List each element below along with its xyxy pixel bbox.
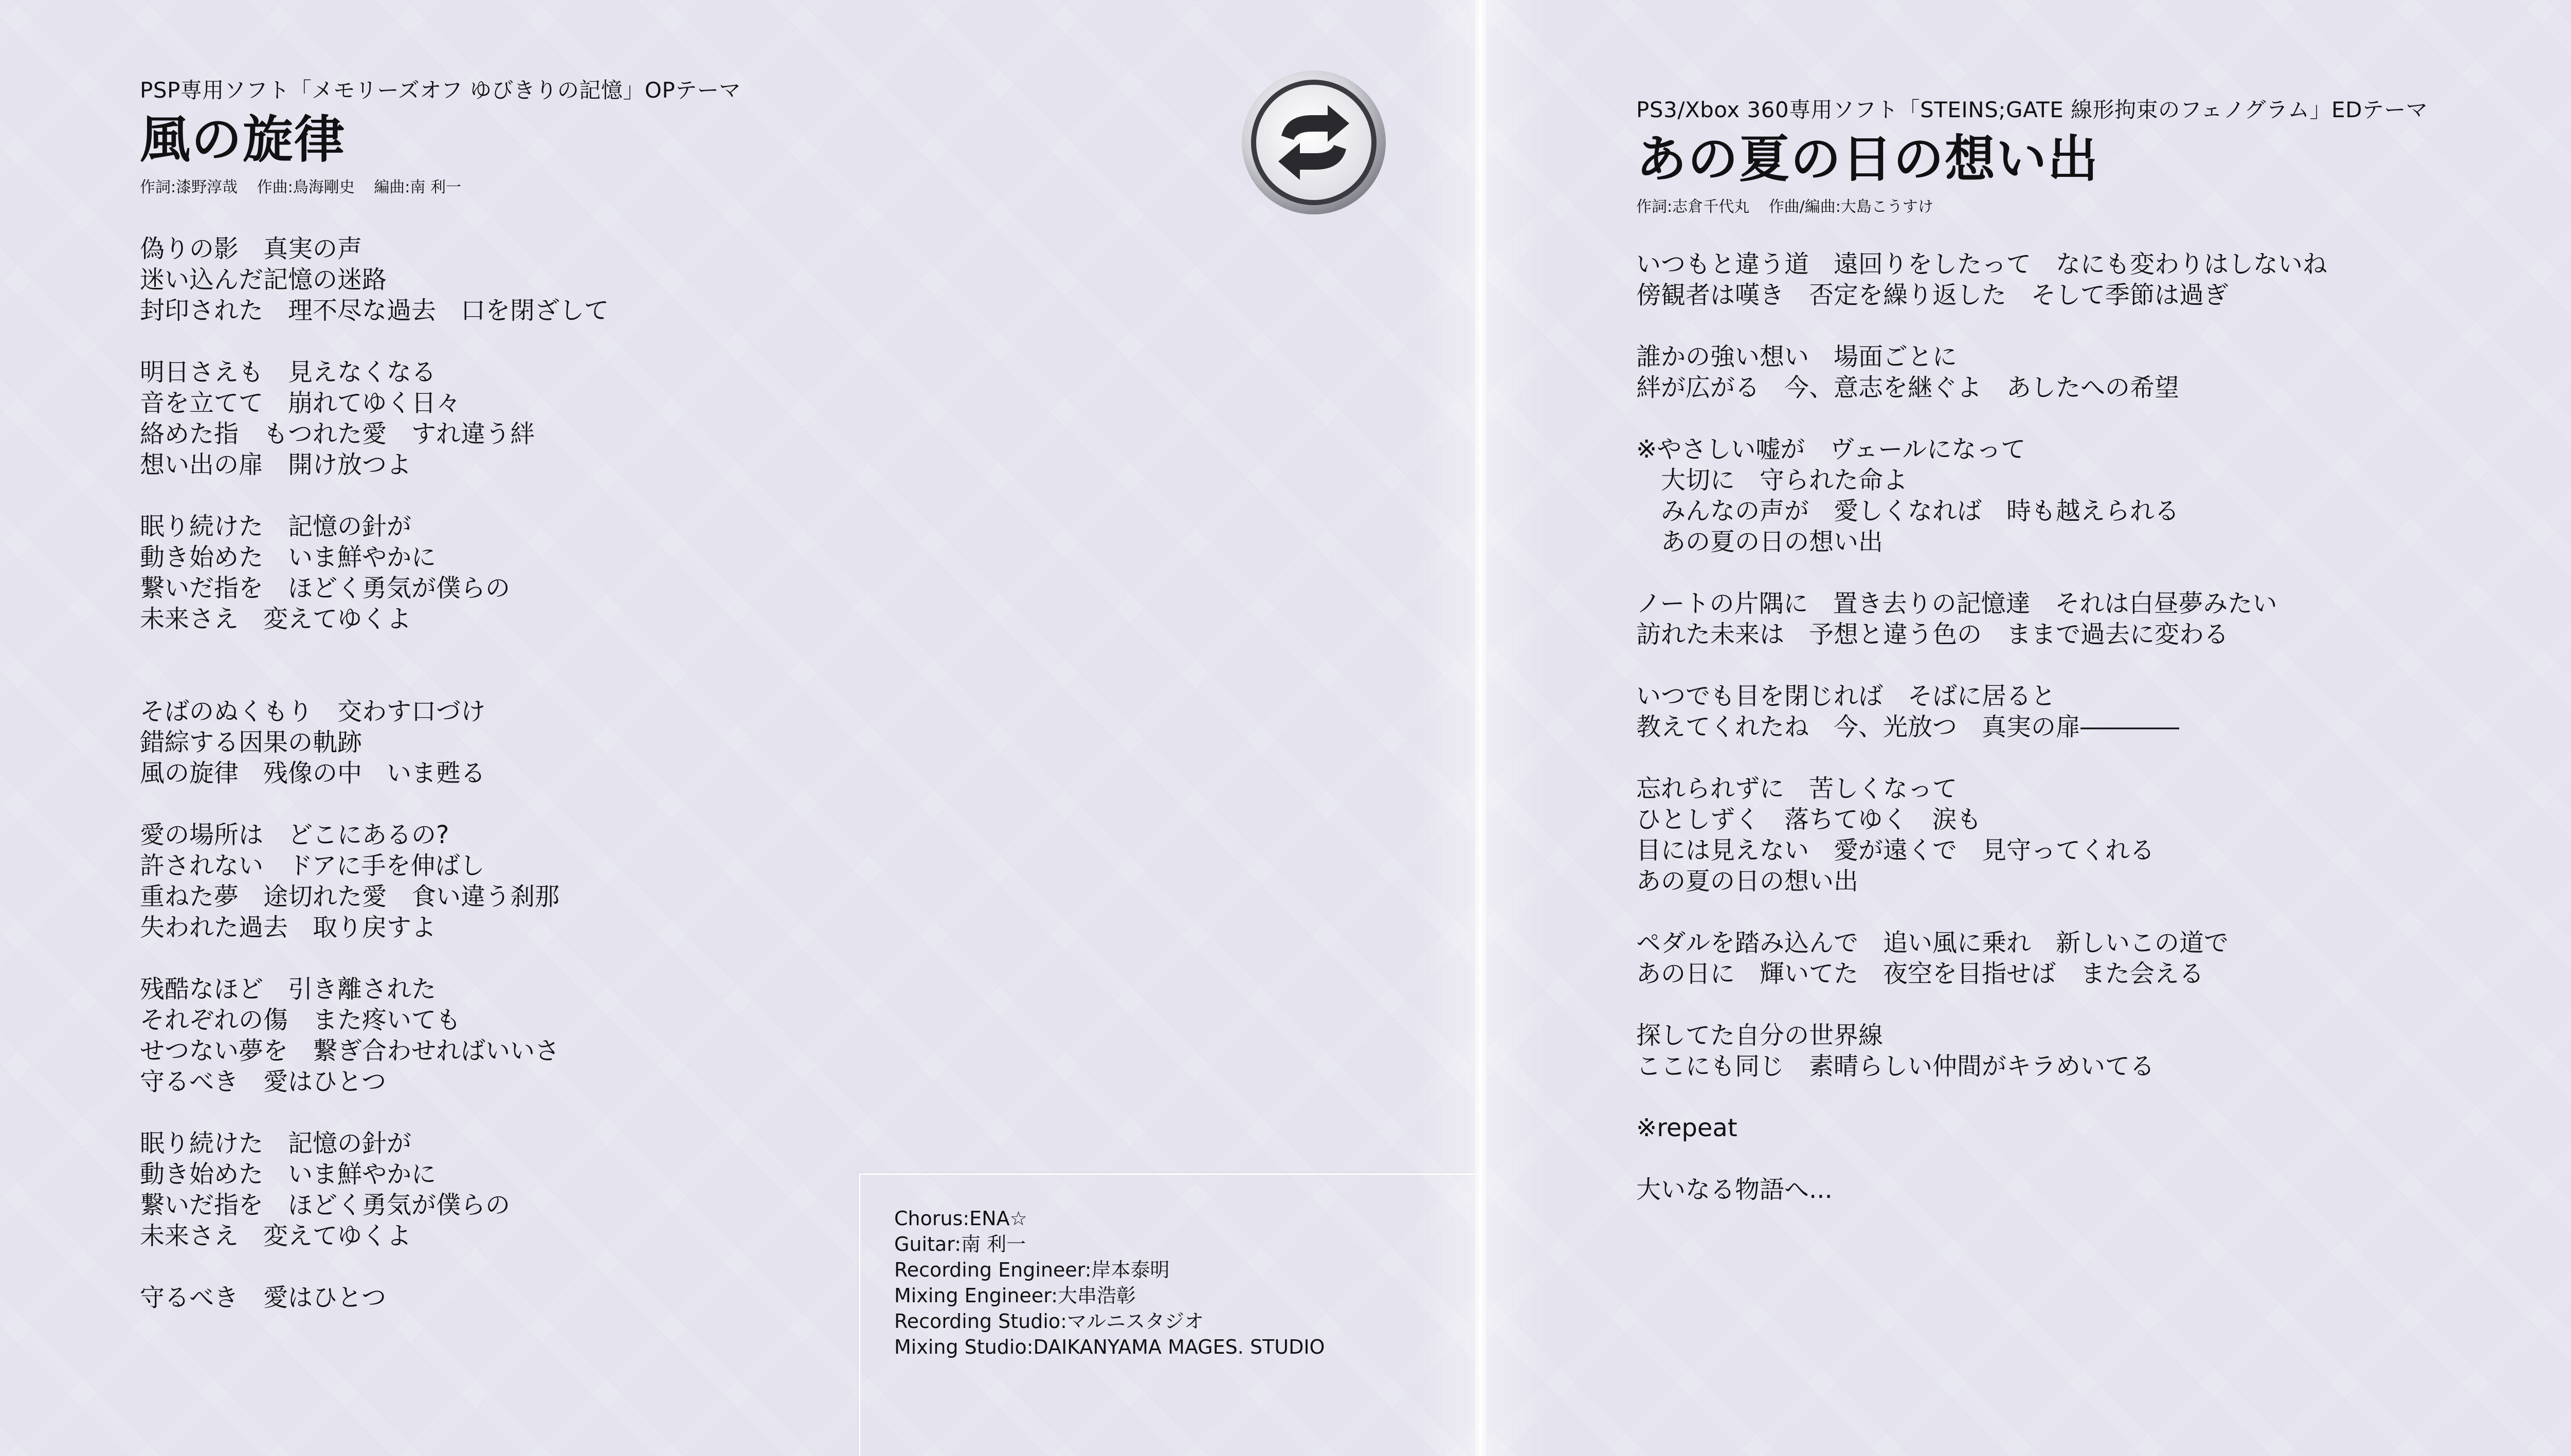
lyrics-line: 音を立てて 崩れてゆく日々: [140, 389, 461, 417]
lyrics-line: 守るべき 愛はひとつ: [140, 1067, 387, 1096]
right-lyrics: [1636, 249, 2327, 1236]
lyrics-stanza: [1636, 341, 2327, 403]
lyrics-line: 封印された 理不尽な過去 口を閉ざして: [140, 296, 609, 325]
lyrics-stanza: [1636, 1113, 2327, 1143]
swap-arrows-icon: [1239, 68, 1388, 217]
lyrics-line: 明日さえも 見えなくなる: [140, 358, 437, 387]
credit-line: Recording Engineer:岸本泰明: [894, 1259, 1170, 1281]
left-lyrics: [140, 233, 609, 1344]
lyrics-stanza: [140, 511, 609, 634]
lyrics-line: 偽りの影 真実の声: [140, 234, 363, 263]
right-song-header: [1636, 97, 2428, 217]
lyrics-line: 動き始めた いま鮮やかに: [140, 1160, 437, 1189]
lyrics-line: 大切に 守られた命よ: [1636, 466, 1908, 495]
lyrics-line: 許されない ドアに手を伸ばし: [140, 851, 485, 880]
lyrics-line: 誰かの強い想い 場面ごとに: [1636, 342, 1958, 371]
left-subtitle: PSP専用ソフト「メモリーズオフ ゆびきりの記憶」OPテーマ: [140, 78, 741, 103]
lyrics-line: そばのぬくもり 交わす口づけ: [140, 697, 486, 726]
right-credits: [1636, 197, 2428, 217]
lyrics-line: 未来さえ 変えてゆくよ: [140, 605, 412, 633]
right-lyricist: 作詞:志倉千代丸: [1636, 198, 1750, 216]
lyrics-line: せつない夢を 繋ぎ合わせればいいさ: [140, 1036, 560, 1065]
left-composer: 作曲:鳥海剛史: [257, 178, 355, 196]
lyrics-line: 忘れられずに 苦しくなって: [1636, 774, 1958, 803]
left-song-header: [140, 77, 741, 197]
lyrics-line: みんなの声が 愛しくなれば 時も越えられる: [1636, 497, 2180, 525]
lyrics-stanza: [140, 1282, 609, 1313]
lyrics-stanza: [140, 233, 609, 326]
lyrics-line: 動き始めた いま鮮やかに: [140, 543, 437, 572]
lyrics-stanza: [140, 820, 609, 943]
lyrics-line: 迷い込んだ記憶の迷路: [140, 265, 387, 294]
left-lyricist: 作詞:漆野淳哉: [140, 178, 238, 196]
lyrics-line: ※やさしい嘘が ヴェールになって: [1636, 435, 2026, 464]
lyrics-line: 訪れた未来は 予想と違う色の ままで過去に変わる: [1636, 620, 2229, 649]
lyrics-line: 探してた自分の世界線: [1636, 1021, 1884, 1050]
lyrics-line: 絡めた指 もつれた愛 すれ違う絆: [140, 420, 535, 448]
lyrics-line: 守るべき 愛はひとつ: [140, 1283, 387, 1312]
credit-line: Recording Studio:マルニスタジオ: [894, 1310, 1204, 1333]
lyrics-stanza: [1636, 1174, 2327, 1205]
lyrics-stanza: [1636, 773, 2327, 897]
lyrics-line: 眠り続けた 記憶の針が: [140, 512, 412, 541]
lyrics-stanza: [1636, 927, 2327, 989]
lyrics-line: 大いなる物語へ...: [1636, 1175, 1833, 1204]
lyrics-stanza: [1636, 588, 2327, 650]
left-arranger: 編曲:南 利一: [374, 178, 461, 196]
lyrics-line: 目には見えない 愛が遠くで 見守ってくれる: [1636, 836, 2155, 865]
lyrics-line: ここにも同じ 素晴らしい仲間がキラめいてる: [1636, 1052, 2155, 1081]
lyrics-stanza: [1636, 434, 2327, 557]
left-credit-box: [859, 1173, 1475, 1456]
right-page: [1487, 0, 2571, 1456]
lyrics-line: 繋いだ指を ほどく勇気が僕らの: [140, 1191, 511, 1220]
lyrics-stanza: [140, 1128, 609, 1251]
lyrics-line: 想い出の扉 開け放つよ: [140, 450, 412, 479]
left-song-title: 風の旋律: [140, 111, 346, 169]
lyrics-stanza: [1636, 1020, 2327, 1082]
right-song-title: あの夏の日の想い出: [1636, 130, 2099, 189]
lyrics-line: 絆が広がる 今、意志を継ぐよ あしたへの希望: [1636, 373, 2180, 402]
lyrics-stanza: [140, 696, 609, 789]
lyrics-line: 未来さえ 変えてゆくよ: [140, 1222, 412, 1250]
lyrics-line: ノートの片隅に 置き去りの記憶達 それは白昼夢みたい: [1636, 589, 2277, 618]
credit-line: Mixing Studio:DAIKANYAMA MAGES. STUDIO: [894, 1336, 1325, 1358]
lyrics-stanza: [140, 357, 609, 480]
book-gutter: [1475, 0, 1487, 1456]
lyrics-line: 風の旋律 残像の中 いま甦る: [140, 759, 486, 788]
lyrics-line: 残酷なほど 引き離された: [140, 975, 437, 1004]
lyrics-line: ひとしずく 落ちてゆく 涙も: [1636, 805, 1982, 834]
lyrics-line: いつでも目を閉じれば そばに居ると: [1636, 682, 2056, 711]
lyrics-line: 重ねた夢 途切れた愛 食い違う刹那: [140, 882, 560, 911]
lyrics-stanza: [140, 974, 609, 1097]
credit-line: Guitar:南 利一: [894, 1233, 1026, 1255]
lyrics-line: それぞれの傷 また疼いても: [140, 1006, 461, 1034]
lyrics-line: 眠り続けた 記憶の針が: [140, 1129, 412, 1158]
credit-line: Chorus:ENA☆: [894, 1207, 1027, 1230]
lyrics-line: 錯綜する因果の軌跡: [140, 728, 363, 757]
lyrics-line: いつもと違う道 遠回りをしたって なにも変わりはしないね: [1636, 250, 2328, 279]
right-subtitle: PS3/Xbox 360専用ソフト「STEINS;GATE 線形拘束のフェノグラム」EDテーマ: [1636, 97, 2428, 122]
lyrics-line: 傍観者は嘆き 否定を繰り返した そして季節は過ぎ: [1636, 281, 2229, 310]
credit-line: Mixing Engineer:大串浩彰: [894, 1284, 1136, 1307]
right-composer-arranger: 作曲/編曲:大島こうすけ: [1768, 198, 1933, 216]
lyrics-line: 愛の場所は どこにあるの?: [140, 821, 449, 849]
lyrics-line: 失われた過去 取り戻すよ: [140, 913, 437, 942]
lyrics-line: 教えてくれたね 今、光放つ 真実の扉――――: [1636, 713, 2180, 741]
lyrics-line: あの夏の日の想い出: [1636, 527, 1884, 556]
lyrics-line: 繋いだ指を ほどく勇気が僕らの: [140, 574, 511, 603]
lyrics-stanza: [1636, 249, 2327, 311]
lyrics-line: ※repeat: [1636, 1114, 1737, 1142]
left-credits: [140, 178, 741, 197]
lyrics-line: あの日に 輝いてた 夜空を目指せば また会える: [1636, 959, 2204, 988]
lyrics-line: あの夏の日の想い出: [1636, 867, 1859, 896]
lyrics-stanza: [1636, 681, 2327, 742]
lyrics-line: ペダルを踏み込んで 追い風に乗れ 新しいこの道で: [1636, 929, 2229, 957]
